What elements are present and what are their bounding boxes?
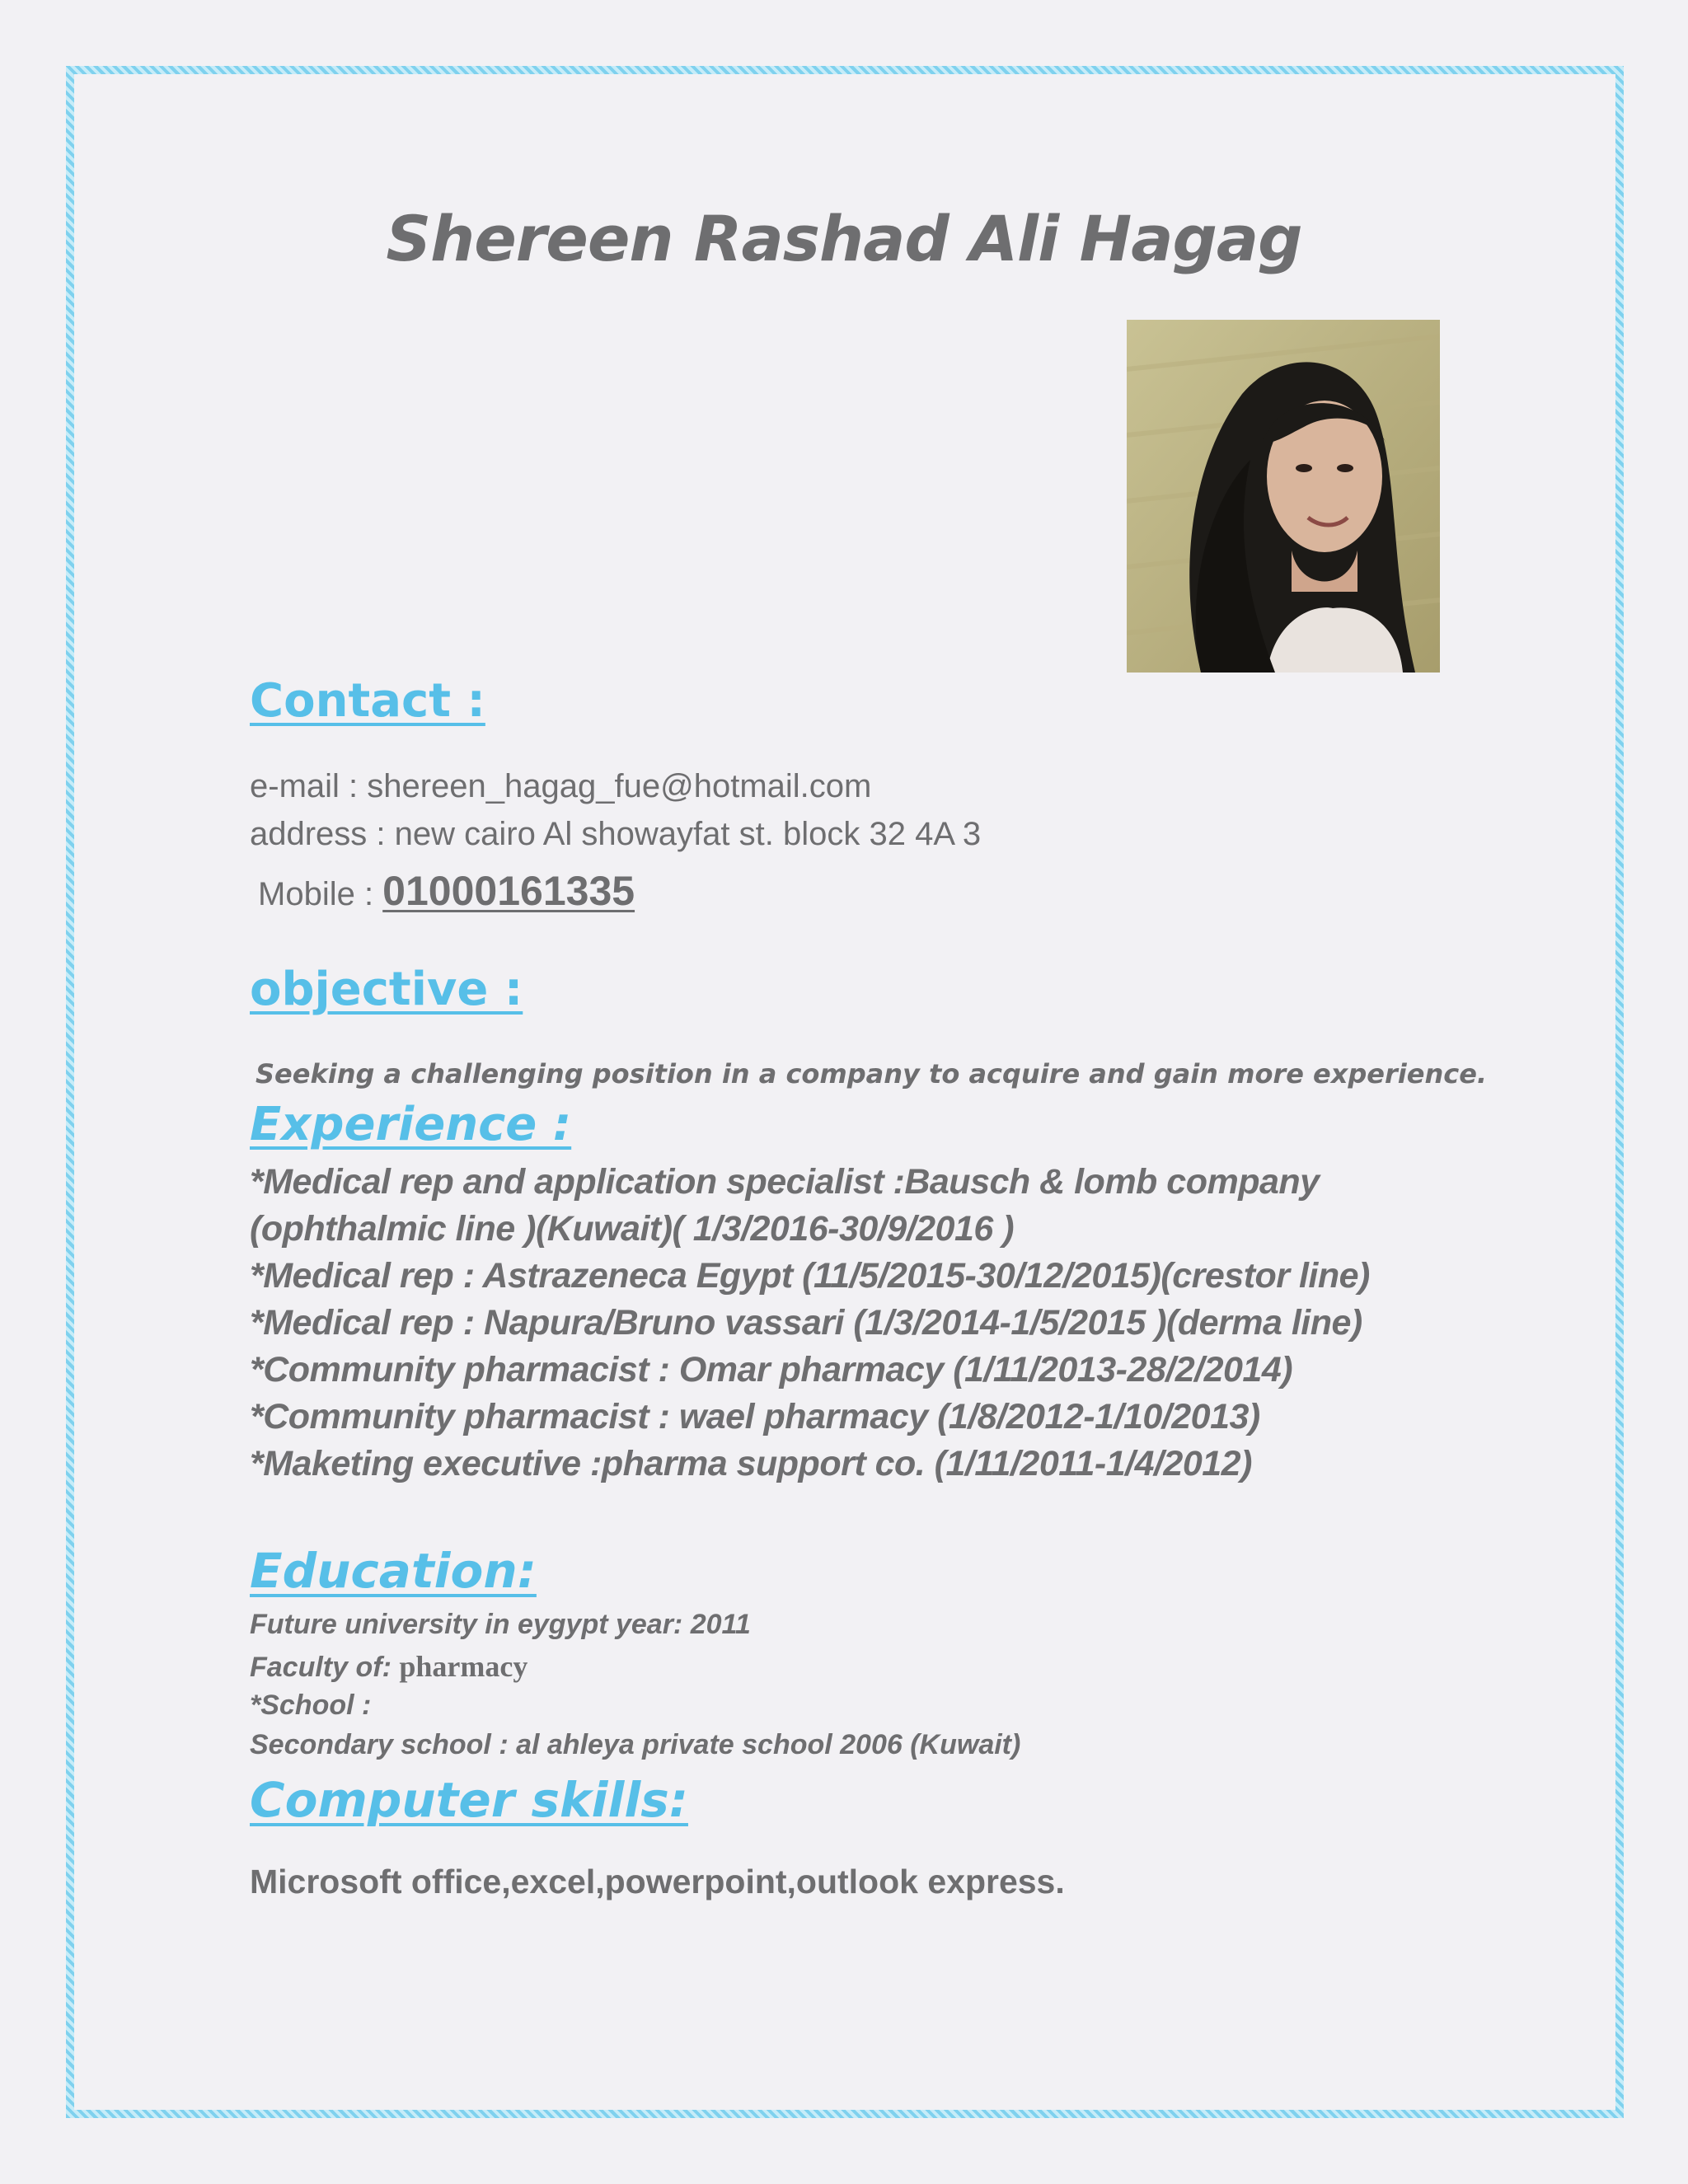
mobile-line (258, 867, 635, 915)
experience-line: *Medical rep and application specialist :Bausch & lomb company (250, 1162, 1320, 1202)
experience-line: *Community pharmacist : Omar pharmacy (1/11/2013-28/2/2014) (250, 1350, 1293, 1390)
education-school-label: *School : (250, 1690, 372, 1721)
experience-line: *Maketing executive :pharma support co. (1/11/2011-1/4/2012) (250, 1444, 1252, 1483)
resume-name: Shereen Rashad Ali Hagag (386, 202, 1302, 275)
experience-line: *Medical rep : Astrazeneca Egypt (11/5/2015-30/12/2015)(crestor line) (250, 1256, 1370, 1296)
mobile-number: 01000161335 (382, 868, 635, 914)
education-heading: Education: (250, 1543, 537, 1599)
experience-line: (ophthalmic line )(Kuwait)( 1/3/2016-30/9/2016 ) (250, 1209, 1015, 1249)
experience-line: *Medical rep : Napura/Bruno vassari (1/3/2014-1/5/2015 )(derma line) (250, 1303, 1362, 1343)
experience-heading: Experience : (250, 1098, 572, 1151)
experience-line: *Community pharmacist : wael pharmacy (1/8/2012-1/10/2013) (250, 1397, 1260, 1436)
skills-heading: Computer skills: (250, 1772, 688, 1828)
education-secondary: Secondary school : al ahleya private school 2006 (Kuwait) (250, 1729, 1021, 1760)
contact-heading: Contact : (250, 674, 485, 728)
objective-heading: objective : (250, 963, 523, 1016)
objective-text: Seeking a challenging position in a company to acquire and gain more experience. (256, 1058, 1488, 1090)
faculty-value: pharmacy (399, 1650, 528, 1683)
faculty-label: Faculty of: (250, 1652, 400, 1683)
education-faculty (250, 1649, 528, 1684)
email-line: e-mail : shereen_hagag_fue@hotmail.com (250, 768, 872, 804)
education-university: Future university in eygypt year: 2011 (250, 1609, 751, 1640)
profile-photo (1127, 320, 1440, 673)
skills-text: Microsoft office,excel,powerpoint,outlook express. (250, 1863, 1065, 1900)
address-line: address : new cairo Al showayfat st. block 32 4A 3 (250, 816, 982, 852)
mobile-label: Mobile : (258, 876, 383, 912)
